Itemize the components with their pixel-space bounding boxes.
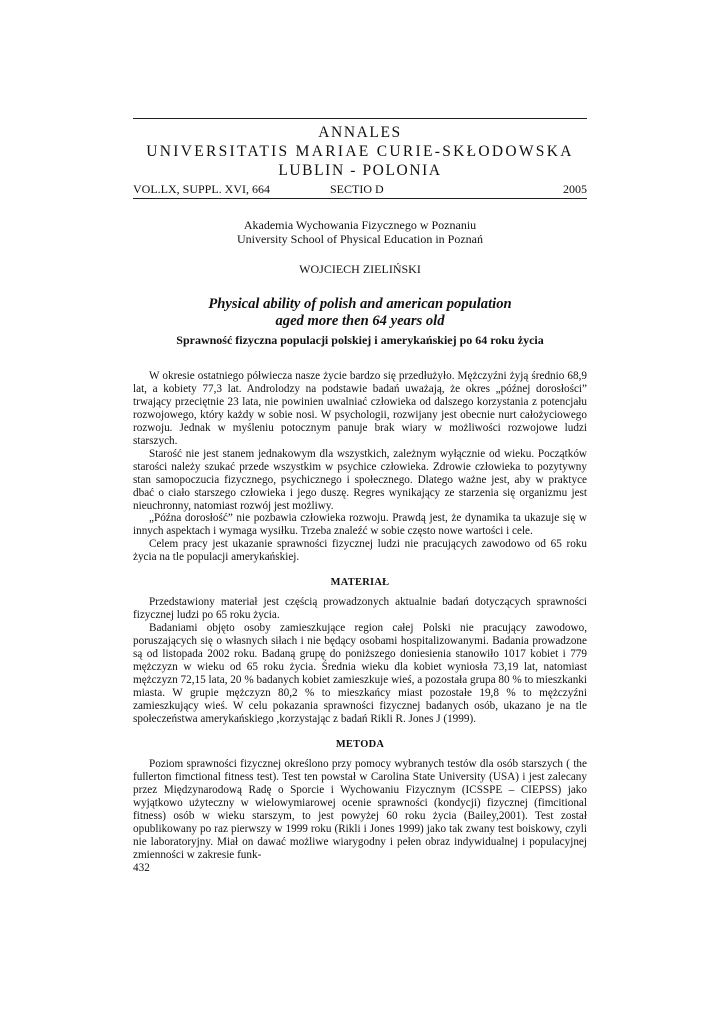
metoda-paragraph: Poziom sprawności fizycznej określono przy pomocy wybranych testów dla osób starszych ( the fullerton fimctional fitness test). Test ten powstał w Carolina State University (USA) i jest zalecany przez Międzynarodową Radę o Sporcie i Wychowaniu Fizycznym (ICSSPE – CIEPSS) jako wyjątkowo użyteczny w wielowymiarowej ocenie sprawności (kondycji) fizycznej (fimcitional fitness) osób w wieku starszym, to jest powyżej 60 roku życia (Bailey,2001). Test został opublikowany po raz pierwszy w 1999 roku (Rikli i Jones 1999) jako tak zwany test boiskowy, czyli nie laboratoryjny. Miał on dawać możliwe wiarygodny i pełen obraz indywidualnej i populacyjnej zmienności w zakresie funk-	[133, 757, 587, 861]
affiliation-en: University School of Physical Education in Poznań	[237, 232, 483, 246]
affiliation-pl: Akademia Wychowania Fizycznego w Poznaniu	[243, 218, 477, 232]
title-english	[133, 296, 587, 330]
title-english-line-1: Physical ability of polish and american population	[208, 296, 512, 312]
affiliation	[133, 218, 587, 246]
title-english-line-2: aged more then 64 years old	[275, 313, 445, 329]
article-body	[133, 370, 587, 861]
author-name: WOJCIECH ZIELIŃSKI	[299, 262, 421, 276]
header-bottom-rule	[133, 198, 587, 199]
intro-paragraph: W okresie ostatniego półwiecza nasze życie bardzo się przedłużyło. Mężczyźni żyją średnio 68,9 lat, a kobiety 77,3 lat. Androlodzy na podstawie badań uważają, że okres „późnej dorosłości” trwający przeciętnie 23 lata, nie powinien uwalniać człowieka od dalszego korzystania z potencjału rozwojowego, który każdy w sobie nosi. W psychologii, rozwijany jest obecnie nurt całożyciowego rozwoju. Jednak w myśleniu potocznym panuje brak wiary w możliwości rozwojowe ludzi starszych.	[133, 370, 587, 447]
title-polish: Sprawność fizyczna populacji polskiej i amerykańskiej po 64 roku życia	[176, 333, 544, 347]
journal-title-university: UNIVERSITATIS MARIAE CURIE-SKŁODOWSKA	[146, 143, 574, 160]
intro-paragraph: Starość nie jest stanem jednakowym dla wszystkich, zależnym wyłącznie od wieku. Początków starości należy szukać przede wszystkim w psychice człowieka. Zdrowie człowieka to pozytywny stan samopoczucia fizycznego, psychicznego i społecznego. Dlatego ważne jest, aby w praktyce dbać o ciało starszego człowieka i jego duszę. Regres wynikający ze starzenia się organizmu jest nieuchronny, natomiast rozwój jest możliwy.	[133, 447, 587, 512]
volume-row	[133, 182, 587, 198]
intro-paragraph: „Późna dorosłość” nie pozbawia człowieka rozwoju. Prawdą jest, że dynamika ta ukazuje się w innych aspektach i wymaga wysiłku. Trzeba znaleźć w sobie często nowe wartości i cele.	[133, 512, 587, 538]
material-paragraph: Przedstawiony materiał jest częścią prowadzonych aktualnie badań dotyczących sprawności fizycznej ludzi po 65 roku życia.	[133, 596, 587, 622]
year: 2005	[563, 182, 587, 196]
journal-title-annales: ANNALES	[318, 124, 402, 141]
section-info: SECTIO D	[330, 182, 384, 196]
header-top-rule	[133, 118, 587, 119]
page-number: 432	[133, 862, 150, 875]
volume-info: VOL.LX, SUPPL. XVI, 664	[133, 182, 271, 196]
material-paragraph: Badaniami objęto osoby zamieszkujące region całej Polski nie pracujący zawodowo, poruszających się o własnych siłach i nie będący osobami hospitalizowanymi. Badania prowadzone są od listopada 2002 roku. Badaną grupę do poniższego doniesienia stanowiło 1017 kobiet i 779 mężczyzn w wieku od 65 roku życia. Średnia wieku dla kobiet wyniosła 73,19 lat, natomiast mężczyzn 72,15 lata, 20 % badanych kobiet zamieszkuje wieś, a pozostała grupa 80 % to mieszkanki miasta. W grupie mężczyzn 80,2 % to mieszkańcy miast pozostałe 19,8 % to mężczyźni zamieszkujący wieś. W celu pokazania sprawności fizycznej badanych osób, ukazano je na tle społeczeństwa amerykańskiego ,korzystając z badań Rikli R. Jones J (1999).	[133, 622, 587, 725]
section-heading-material: MATERIAŁ	[330, 577, 390, 589]
journal-title-city: LUBLIN - POLONIA	[278, 162, 442, 179]
section-heading-metoda: METODA	[335, 738, 385, 750]
intro-paragraph: Celem pracy jest ukazanie sprawności fizycznej ludzi nie pracujących zawodowo od 65 roku życia na tle populacji amerykańskiej.	[133, 538, 587, 564]
article-page	[133, 118, 587, 875]
